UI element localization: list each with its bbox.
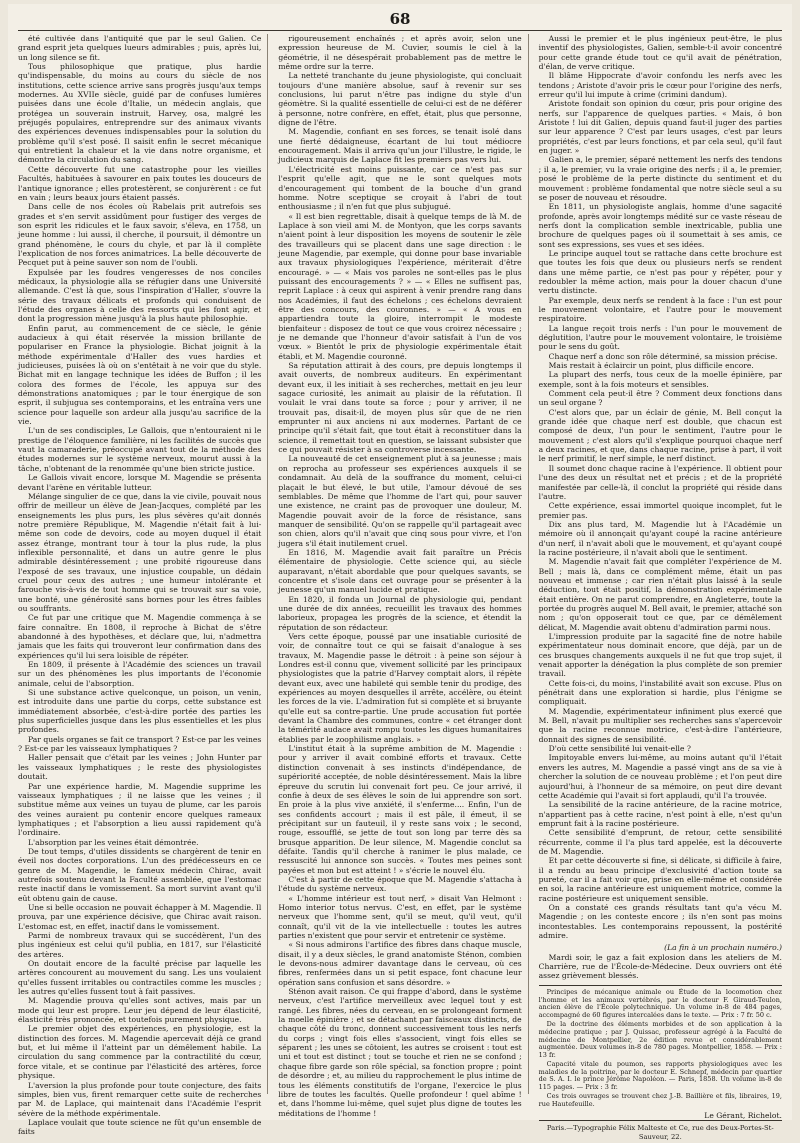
gerant-signature: Le Gérant, Richelot. — [704, 1110, 782, 1120]
paragraph: La plupart des nerfs, tous ceux de la moelle épinière, par exemple, sont à la fois moteurs et sensibles. — [538, 370, 782, 389]
column-2 — [278, 34, 528, 1118]
paragraph: Ce fut par une critique que M. Magendie commença à se faire connaître. En 1808, il reproche à Bichat de s'être abandonné à des hypothèses, et déclare que, lui, n'admettra jamais que les faits qui trouveront leur confirmation dans des expériences qu'il lui sera loisible de répéter. — [18, 613, 262, 660]
paragraph: Le principe auquel tout se rattache dans cette brochure est que toutes les fois que deux ou plusieurs nerfs se rendent dans une même partie, ce n'est pas pour y répéter, pour y redoubler la même action, mais pour la douer chacun d'une vertu distincte. — [538, 248, 782, 296]
paragraph: L'impression produite par la sagacité fine de notre habile expérimentateur nous dominait encore, que déjà, par un de ces brusques changements auxquels il ne fut que trop sujet, il venait apporter la dénégation la plus complète de son premier travail. — [538, 632, 782, 679]
paragraph: Galien a, le premier, séparé nettement les nerfs des tendons ; il a, le premier, vu la vraie origine des nerfs ; il a, le premier, posé le problème de la perte distincte du sentiment et du mouvement : problème fondamental que notre siècle seul a su se poser de nouveau et résoudre. — [538, 155, 782, 202]
paragraph: Comment cela peut-il être ? Comment deux fonctions dans un seul organe ? — [538, 389, 782, 408]
paragraph: M. Magendie, expérimentateur infiniment plus exercé que M. Bell, n'avait pu multiplier ses recherches sans s'apercevoir que la racine reconnue motrice, c'est-à-dire l'antérieure, donnait des signes de sensibilité. — [538, 706, 782, 744]
text-columns — [18, 34, 782, 1142]
paragraph: Par exemple, deux nerfs se rendent à la face : l'un est pour le mouvement volontaire, et l'autre pour le mouvement respiratoire. — [538, 295, 782, 324]
bibliography-entry: Capacité vitale du poumon, ses rapports physiologiques avec les maladies de la poitrine, par le docteur E. Schnepf, médecin par quartier de S. A. I. le prince Jérôme Napoléon. — Paris, 1858. Un volume in-8 de 115 pages. — Prix : 3 fr. — [538, 1059, 782, 1092]
paragraph: La nouveauté de cet enseignement plut à sa jeunesse ; mais on reprocha au professeur ses expériences auxquels il se condamnait. Au delà de la souffrance du moment, celui-ci plaçait le but élevé, le but utile, l'amour dévoué de ses semblables. De même que l'homme de l'art qui, pour sauver une existence, ne craint pas de provoquer une douleur, M. Magendie pouvait avoir de la force de résistance, sans manquer de sensibilité. Qu'on se rappelle qu'il partageait avec son chien, alors qu'il n'avait que cinq sous pour vivre, et l'on jugera s'il était inutilement cruel. — [278, 454, 522, 548]
paragraph: Le Gallois vivait encore, lorsque M. Magendie se présenta devant l'arène en véritable lutteur. — [18, 473, 262, 492]
column-1 — [18, 34, 268, 1137]
paragraph: M. Magendie, confiant en ses forces, se tenait isolé dans une fierté dédaigneuse, écartant de lui tout médiocre encouragement. Mais il arriva qu'un jour l'illustre, le rigide, le judicieux marquis de Laplace fit les premiers pas vers lui. — [278, 127, 522, 165]
paragraph: M. Magendie prouva qu'elles sont actives, mais par un mode qui leur est propre. Leur jeu dépend de leur élasticité, élasticité très prononcée, et toutefois purement physique. — [18, 996, 262, 1025]
bibliography — [539, 989, 782, 1109]
paragraph: L'absorption par les veines était démontrée. — [28, 837, 199, 847]
paragraph: Il soumet donc chaque racine à l'expérience. Il obtient pour l'une des deux un résultat net et précis ; et de la propriété manifestée par celle-là, il conclut la propriété qui réside dans l'autre. — [538, 463, 782, 501]
paragraph: Mais restait à éclaircir un point, plus difficile encore. — [548, 361, 754, 371]
paragraph: Cette fois-ci, du moins, l'instabilité avait son excuse. Plus on pénétrait dans une exploration si hardie, plus l'énigme se compliquait. — [538, 678, 782, 707]
paragraph: La langue reçoit trois nerfs : l'un pour le mouvement de déglutition, l'autre pour le mouvement volontaire, le troisième pour le sens du goût. — [538, 323, 782, 352]
paragraph: Par une expérience hardie, M. Magendie supprime les vaisseaux lymphatiques ; il ne laisse que les veines ; il substitue même aux veines un tuyau de plume, car les parois des veines auraient pu contenir encore quelques rameaux lymphatiques ; et l'absorption a lieu aussi rapidement qu'à l'ordinaire. — [18, 781, 262, 838]
bibliography-entry: Principes de mécanique animale ou Étude de la locomotion chez l'homme et les animaux vertébrés, par le docteur F. Giraud-Teulon, ancien élève de l'École polytechnique. Un volume in-8 de 484 pages, accompagné de 60 figures intercalées dans le texte. — Prix : 7 fr. 50 c. — [538, 987, 782, 1020]
paragraph: Aristote fondait son opinion du cœur, pris pour origine des nerfs, sur l'apparence de quelques parties. « Mais, ô bon Aristote ! lui dit Galien, depuis quand faut-il juger des parties sur leur apparence ? C'est par leurs usages, c'est par leurs propriétés, c'est par leurs fonctions, et par cela seul, qu'il faut en juger. » — [538, 99, 782, 156]
paragraph: En 1809, il présente à l'Académie des sciences un travail sur un des phénomènes les plus importants de l'économie animale, celui de l'absorption. — [18, 660, 262, 688]
paragraph: « Si nous admirons l'artifice des fibres dans chaque muscle, disait, il y a deux siècles, le grand anatomiste Sténon, combien le devons-nous admirer davantage dans le cerveau, où ces fibres, renfermées dans un si petit espace, font chacune leur opération sans confusion et sans désordre. » — [278, 940, 522, 987]
paragraph: « L'homme intérieur est tout nerf, » disait Van Helmont : Homo interior totus nervus. C'est, en effet, par le système nerveux que l'homme sent, qu'il se meut, qu'il veut, qu'il connaît, qu'il vit de la vie intellectuelle : toutes les autres parties n'existent que pour servir et entretenir ce système. — [278, 893, 522, 940]
paragraph: rigoureusement enchaînés ; et après avoir, selon une expression heureuse de M. Cuvier, soumis le ciel à la géométrie, il ne désespérait probablement pas de mettre le même ordre sur la terre. — [278, 34, 522, 72]
paragraph: M. Magendie n'avait fait que compléter l'expérience de M. Bell ; mais là, dans ce complément même, était un pas nouveau et immense ; car rien n'était plus laissé à la seule déduction, tout était positif, la démonstration expérimentale était entière. On ne parut comprendre, en Angleterre, toute la portée du progrès auquel M. Bell avait, le premier, attaché son nom ; qu'on opposerait tout ce que, par ce démêlement délicat, M. Magendie avait obtenu d'admiration parmi nous. — [538, 557, 782, 632]
page-number: 68 — [389, 10, 411, 28]
paragraph: Cette sensibilité d'emprunt, de retour, cette sensibilité récurrente, comme il l'a plus tard appelée, est la découverte de M. Magendie. — [538, 828, 782, 856]
column-3 — [538, 34, 782, 1142]
paragraph: Une si belle occasion ne pouvait échapper à M. Magendie. Il prouva, par une expérience décisive, que Chirac avait raison. L'estomac est, en effet, inactif dans le vomissement. — [18, 902, 262, 931]
paragraph: On doutait encore de la faculté précise par laquelle les artères concourent au mouvement du sang. Les uns voulaient qu'elles fussent irritables ou contractiles comme les muscles ; les autres qu'elles fussent tout à fait passives. — [18, 959, 262, 997]
paragraph: Chaque nerf a donc son rôle déterminé, sa mission précise. — [548, 351, 778, 361]
paragraph: L'électricité est moins puissante, car ce n'est pas sur l'esprit qu'elle agit, que ne le sont quelques mots d'encouragement qui tombent de la bouche d'un grand homme. Notre sceptique se croyait à l'abri de tout enthousiasme ; il n'en fut que plus subjugué. — [278, 164, 522, 212]
paragraph: En 1816, M. Magendie avait fait paraître un Précis élémentaire de physiologie. Cette science qui, au siècle auparavant, n'était abordable que pour quelques savants, se concentre et s'isole dans cet ouvrage pour se présenter à la jeunesse qu'un manuel lucide et pratique. — [278, 547, 522, 595]
paragraph: Aussi le premier et le plus ingénieux peut-être, le plus inventif des physiologistes, Galien, semble-t-il avoir concentré pour cette grande étude tout ce qu'il avait de pénétration, d'élan, de verve critique. — [538, 34, 782, 72]
paragraph: D'où cette sensibilité lui venait-elle ? — [548, 744, 691, 754]
column-3-body — [539, 34, 782, 940]
newspaper-page — [8, 4, 792, 1142]
paragraph: Expulsée par les foudres vengeresses de nos conciles médicaux, la physiologie alla se réfugier dans une Université allemande. C'est là que, sous l'inspiration d'Haller, s'ouvre la série des travaux délicats et profonds qui conduisent de l'étude des organes à celle des ressorts qui les font agir, et dont la progression mène jusqu'à la plus haute philosophie. — [18, 267, 262, 324]
paragraph: Il blâme Hippocrate d'avoir confondu les nerfs avec les tendons ; Aristote d'avoir pris le cœur pour l'origine des nerfs, erreur qu'il lui impute à crime (crimini dandum). — [538, 71, 782, 100]
paragraph: L'un de ses condisciples, Le Gallois, que n'entouraient ni le prestige de l'éloquence familière, ni les facilités de succès que vaut la camaraderie, préoccupé avant tout de la méthode des études modernes sur le système nerveux, mourut aussi à la tâche, n'obtenant de la renommée qu'une bien stricte justice. — [18, 426, 262, 473]
header-rule — [18, 30, 782, 31]
paragraph: Le premier objet des expériences, en physiologie, est la distinction des forces. M. Magendie apercevait déjà ce grand but, et lui même il l'atteint par un démêlement habile. La circulation du sang commence par la contractilité du cœur, force vitale, et se continue par l'élasticité des artères, force physique. — [18, 1024, 262, 1081]
paragraph: Cette découverte fut une catastrophe pour les vieilles Facultés, habituées à savourer en paix toutes les douceurs de l'antique ignorance ; elles protestèrent, se conjurèrent : ce fut en vain ; leurs beaux jours étaient passés. — [18, 164, 262, 202]
paragraph: Mélange singulier de ce que, dans la vie civile, pouvait nous offrir de meilleur un élève de Jean-Jacques, complété par les enseignements les plus purs, les plus sévères qu'ait donnés notre première République, M. Magendie n'était fait à lui-même son code de devoirs, code au moyen duquel il était assez étrange, montrant tour à tour la plus rude, la plus inflexible personnalité, et dans un autre genre le plus admirable désintéressement ; une probité rigoureuse dans l'exposé de ses travaux, une injustice coupable, un dédain cruel pour ceux des autres ; une humeur intolérante et farouche vis-à-vis de tout homme qui se trouvait sur sa voie, une bonté, une générosité sans bornes pour les êtres faibles ou souffrants. — [18, 491, 262, 613]
paragraph: De tout temps, d'utiles dissidents se chargèrent de tenir en éveil nos doctes corporations. L'un des prédécesseurs en ce genre de M. Magendie, le fameux médecin Chirac, avait autrefois soutenu devant la Faculté assemblée, que l'estomac reste inactif dans le vomissement. Sa mort survint avant qu'il eût obtenu gain de cause. — [18, 846, 262, 903]
closing-note: Mardi soir, le gaz a fait explosion dans les ateliers de M. Charrière, rue de l'École-de-Médecine. Deux ouvriers ont été assez grièvement blessés. — [538, 952, 782, 981]
paragraph: En 1820, il fonda un Journal de physiologie qui, pendant une durée de dix années, recueillit les travaux des hommes laborieux, propagea les progrès de la science, et étendit la réputation de son rédacteur. — [278, 594, 522, 632]
continued-note: (La fin à un prochain numéro.) — [664, 943, 782, 953]
bibliography-rule — [539, 985, 782, 986]
paragraph: Par quels organes se fait ce transport ? Est-ce par les veines ? Est-ce par les vaisseaux lymphatiques ? — [18, 734, 262, 754]
paragraph: Haller pensait que c'était par les veines ; John Hunter par les vaisseaux lymphatiques ; le reste des physiologistes doutait. — [18, 753, 262, 782]
paragraph: Et par cette découverte si fine, si délicate, si difficile à faire, il a rendu au beau principe d'exclusivité d'action toute sa pureté, car il a fait voir que, prise en elle-même et considérée en soi, la racine antérieure est uniquement motrice, comme la racine postérieure est uniquement sensible. — [538, 856, 782, 903]
paragraph: Sténon avait raison. Ce qui frappe d'abord, dans le système nerveux, c'est l'artifice merveilleux avec lequel tout y est rangé. Les fibres, nées du cerveau, en se prolongeant forment la moelle épinière ; et se détachant par faisceaux distincts, de chaque côté du tronc, donnent successivement tous les nerfs du corps ; vingt fois elles s'associent, vingt fois elles se séparent ; les unes se côtoient, les autres se croisent : tout est uni et tout est distinct ; tout se touche et rien ne se confond ; chaque fibre garde son rôle spécial, sa fonction propre ; point de désordre ; et, au milieu du rapprochement le plus intime de tous les éléments constitutifs de l'organe, l'exercice le plus libre de toutes les facultés. Quelle profondeur ! quel abîme ! et, dans l'homme lui-même, quel sujet plus digne de toutes les méditations de l'homme ! — [278, 987, 522, 1118]
paragraph: Enfin parut, au commencement de ce siècle, le génie audacieux à qui était réservée la mission brillante de populariser en France la physiologie. Bichat joignit à la méthode expérimentale d'Haller des vues hardies et judicieuses, puisées là où on s'entêtait à ne voir que du style. Bichat mit en langage technique les idées de Buffon ; il les colora des formes de l'école, les appuya sur des démonstrations anatomiques ; par le tour énergique de son esprit, il subjugua ses contemporains, et les entraîna vers une science pour laquelle son ardeur alla jusqu'au sacrifice de la vie. — [18, 323, 262, 427]
paragraph: En 1811, un physiologiste anglais, homme d'une sagacité profonde, après avoir longtemps médité sur ce vaste réseau de nerfs dont la complication semble inextricable, publia une brochure de quelques pages où il soumettait à ses amis, ce sont ses expressions, ses vues et ses idées. — [538, 202, 782, 249]
paragraph: Parmi de nombreux travaux qui se succédèrent, l'un des plus ingénieux est celui qu'il publia, en 1817, sur l'élasticité des artères. — [18, 931, 262, 959]
paragraph: L'institut était à la suprême ambition de M. Magendie : pour y arriver il avait combiné efforts et travaux. Cette distinction convenait à ses instincts d'indépendance, de supériorité acceptée, de noble désintéressement. Mais la libre épreuve du scrutin lui convenait fort peu. Ce jour arrivé, il confie à deux de ses élèves le soin de lui apprendre son sort. En proie à la plus vive anxiété, il s'enferme.... Enfin, l'un de ses confidents accourt ; mais il est pâle, il émeut, il se précipitant sur un fauteuil, il y reste sans voix ; le second, rouge, essoufflé, se jette de tout son long par terre dès sa brusque apparition. De leur silence, M. Magendie conclut sa défaite. Tandis qu'il cherche à ranimer le plus malade, ce ressuscité lui annonce son succès. « Toutes mes peines sont payées et mon but est atteint ! » s'écrie le nouvel élu. — [278, 744, 522, 875]
paragraph: Tous philosophique que pratique, plus hardie qu'indispensable, du moins au cours du siècle de nos institutions, cette science arrive sans progrès jusqu'aux temps modernes. Au XVIIe siècle, guidé par de confuses lumières puisées dans une école d'Italie, un médecin anglais, que protégea un souverain instruit, Harvey, osa, malgré les préjugés populaires, entreprendre sur des animaux vivants des expériences devenues indispensables pour la solution du problème qu'il s'est posé. Il saisit enfin le secret mécanique qui entretient la chaleur et la vie dans notre organisme, et démontre la circulation du sang. — [18, 62, 262, 165]
bibliography-entry: De la doctrine des éléments morbides et de son application à la médecine pratique ; par J. Quissac, professeur agrégé à la Faculté de médecine de Montpellier, 2e édition revue et considérablement augmentée. Deux volumes in-8 de 780 pages. Montpellier, 1858. — Prix : 13 fr. — [538, 1019, 782, 1060]
paragraph: C'est à partir de cette époque que M. Magendie s'attacha à l'étude du système nerveux. — [278, 874, 522, 894]
paragraph: Sa réputation attirait à des cours, pre depuis longtemps il avait ouverts, de nombreux auditeurs. En expérimentant devant eux, il les initiait à ses recherches, mettait en jeu leur sagace curiosité, les animait au plaisir de la réfutation. Il voulait le vrai dans toute sa force ; pour y arriver, il ne trouvait pas, disait-il, de moyen plus sûr que de ne rien emprunter ni aux anciens ni aux modernes. Partant de ce principe qu'il s'était fait, que tout était à reconstituer dans la science, il remettait tout en question, se laissant subsister que ce qui pouvait résister à sa controverse incessante. — [278, 361, 522, 455]
paragraph: C'est alors que, par un éclair de génie, M. Bell conçut la grande idée que chaque nerf est double, que chacun est composé de deux, l'un pour le sentiment, l'autre pour le mouvement ; c'est alors qu'il s'explique pourquoi chaque nerf a deux racines, et que, dans chaque racine, prise à part, il voit le nerf primitif, le nerf simple, le nerf distinct. — [538, 407, 782, 464]
paragraph: Impitoyable envers lui-même, au moins autant qu'il l'était envers les autres, M. Magendie a passé vingt ans de sa vie à chercher la solution de ce nouveau problème ; et l'on peut dire aujourd'hui, à l'honneur de sa mémoire, on peut dire devant cette Académie qui l'avait si fort applaudi, qu'il l'a trouvée. — [538, 753, 782, 800]
paragraph: La sensibilité de la racine antérieure, de la racine motrice, n'appartient pas à cette racine, n'est point à elle, n'est qu'un emprunt fait à la racine postérieure. — [538, 800, 782, 828]
paragraph: Dans celle de nos écoles où Rabelais prit autrefois ses grades et s'en servit assidûment pour fustiger des verges de son esprit les ridicules et le faux savoir, s'éleva, en 1758, un jeune homme : lui aussi, il cherche, il poursuit, il démontre un grand phénomène, le cours du chyle, et par là il complète l'explication de nos forces animatrices. La belle découverte de Pecquet put à peine sauver son nom de l'oubli. — [18, 202, 262, 268]
paragraph: La netteté tranchante du jeune physiologiste, qui concluait toujours d'une manière absolue, sauf à revenir sur ses conclusions, lui parut n'être pas indigne du style d'un géomètre. Si la qualité essentielle de celui-ci est de ne déférer à personne, notre confrère, en effet, était, plus que personne, digne de l'être. — [278, 71, 522, 128]
paragraph: été cultivée dans l'antiquité que par le seul Galien. Ce grand esprit jeta quelques lueurs admirables ; puis, après lui, un long silence se fit. — [18, 34, 262, 62]
paragraph: Si une substance active quelconque, un poison, un venin, est introduite dans une partie du corps, cette substance est immédiatement absorbée, c'est-à-dire portée des parties les plus superficielles jusque dans les plus essentielles et les plus profondes. — [18, 688, 262, 735]
paragraph: L'aversion la plus profonde pour toute conjecture, des faits simples, bien vus, firent remarquer cette suite de recherches par M. de Laplace, qui maintenait dans l'Académie l'esprit sévère de la méthode expérimentale. — [18, 1080, 262, 1118]
paragraph: Laplace voulait que toute science ne fût qu'un ensemble de faits — [18, 1117, 262, 1137]
paragraph: Cette expérience, essai immortel quoique incomplet, fut le premier pas. — [538, 501, 782, 520]
paragraph: Vers cette époque, poussé par une insatiable curiosité de voir, de connaître tout ce qui se faisait d'analogue à ses travaux, M. Magendie passe le détroit : à peine son séjour à Londres est-il connu que, vivement sollicité par les principaux physiologistes que la patrie d'Harvey comptait alors, il répète devant eux, avec une habileté qui semble tenir du prodige, des expériences au moyen desquelles il arrête, accélère, ou éteint les forces de la vie. L'admiration fut si complète et si bruyante qu'elle eut sa contre-partie. Une prude accusation fut portée devant la Chambre des communes, contre « cet étranger dont la témérité audace avait rompu toutes les digues humanitaires établies par le zoophilisme anglais. » — [278, 632, 522, 744]
bibliography-entry: Ces trois ouvrages se trouvent chez J.-B. Baillière et fils, libraires, 19, rue Hautefeuille. — [538, 1092, 782, 1108]
printer-line: Paris.—Typographie Félix Malteste et Ce, rue des Deux-Portes-St-Sauveur, 22. — [539, 1120, 782, 1143]
paragraph: On a constaté ces grands résultats tant qu'a vécu M. Magendie ; on les conteste encore ; ils n'en sont pas moins incontestables. Les contemporains repoussent, la postérité admire. — [538, 902, 782, 940]
paragraph: Dix ans plus tard, M. Magendie lut à l'Académie un mémoire où il annonçait qu'ayant coupé la racine antérieure d'un nerf, il n'avait aboli que le mouvement, et qu'ayant coupé la racine postérieure, il n'avait aboli que le sentiment. — [538, 519, 782, 557]
paragraph: « Il est bien regrettable, disait à quelque temps de là M. de Laplace à son vieil ami M. de Montyon, que les corps savants n'aient point à leur disposition les moyens de soutenir le zèle des travailleurs qui se placent dans une sage direction : le jeune Magendie, par exemple, qui donne pour base invariable aux travaux physiologiques l'expérience, mériterait d'être encouragé. » — « Mais vos paroles ne sont-elles pas le plus puissant des encouragements ? » — « Elles ne suffisent pas, reprit Laplace : à ceux qui aspirent à venir prendre rang dans nos Académies, il faut des échelons ; ces échelons devraient être des concours, des couronnes. » — « A vous en appartiendra toute la gloire, interrompit le modeste bienfaiteur : disposez de tout ce que vous croirez nécessaire ; je ne demande que l'honneur d'avoir satisfait à l'un de vos vœux. » Bientôt le prix de physiologie expérimentale était établi, et M. Magendie couronné. — [278, 211, 522, 361]
